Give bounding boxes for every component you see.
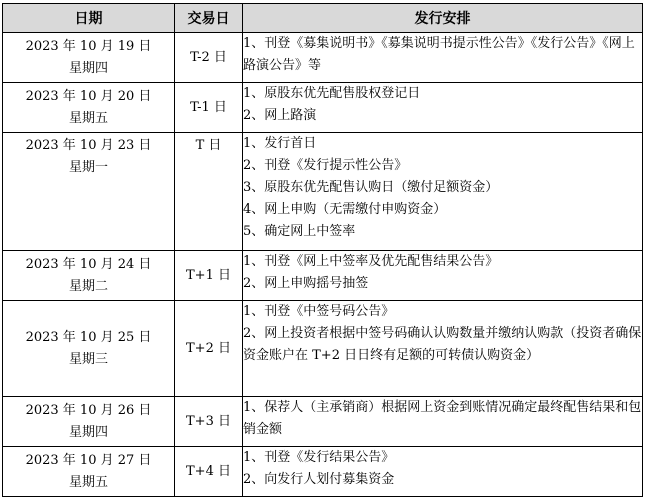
date-cell [3,133,175,251]
arrangement-cell [243,397,643,447]
weekday-text: 星期五 [68,474,108,490]
trading-day-cell: T+1 日 [175,251,243,301]
date-cell [3,447,175,497]
trading-day-cell: T+3 日 [175,397,243,447]
table-header-row [3,4,643,33]
arrangement-item: 2、网上投资者根据中签号码确认认购数量并缴纳认购款（投资者确保资金账户在 T+2 日日终有足额的可转债认购资金） [243,326,642,363]
date-text: 2023 年 10 月 27 日 [25,452,152,468]
date-cell [3,251,175,301]
table-row [3,251,643,301]
date-text: 2023 年 10 月 25 日 [25,329,152,345]
arrangement-item: 2、刊登《发行提示性公告》 [243,158,408,173]
date-cell [3,397,175,447]
arrangement-cell [243,33,643,83]
table-row [3,301,643,397]
header-arrangement: 发行安排 [243,4,643,33]
weekday-text: 星期三 [68,351,108,367]
date-text: 2023 年 10 月 24 日 [25,256,152,272]
arrangement-cell [243,447,643,497]
arrangement-item: 2、网上申购摇号抽签 [243,276,369,291]
arrangement-item: 1、保荐人（主承销商）根据网上资金到账情况确定最终配售结果和包销金额 [243,400,642,437]
weekday-text: 星期四 [68,424,108,440]
arrangement-item: 1、刊登《发行结果公告》 [243,450,395,465]
arrangement-item: 4、网上申购（无需缴付申购资金） [243,202,447,217]
arrangement-item: 3、原股东优先配售认购日（缴付足额资金） [243,180,499,195]
weekday-text: 星期四 [68,60,108,76]
arrangement-item: 1、刊登《募集说明书》《募集说明书提示性公告》《发行公告》《网上路演公告》等 [243,36,635,73]
trading-day-cell: T+2 日 [175,301,243,397]
arrangement-item: 1、原股东优先配售股权登记日 [243,86,421,101]
table-row [3,447,643,497]
trading-day-cell: T 日 [175,133,243,251]
table-row [3,83,643,133]
weekday-text: 星期二 [68,278,108,294]
header-trading-day: 交易日 [175,4,243,33]
table-row [3,397,643,447]
date-cell [3,83,175,133]
date-text: 2023 年 10 月 19 日 [25,38,152,54]
table-row [3,133,643,251]
arrangement-item: 2、向发行人划付募集资金 [243,472,395,487]
arrangement-item: 5、确定网上中签率 [243,224,356,239]
arrangement-item: 1、刊登《中签号码公告》 [243,304,395,319]
arrangement-item: 1、刊登《网上中签率及优先配售结果公告》 [243,254,499,269]
arrangement-item: 1、发行首日 [243,136,317,151]
weekday-text: 星期五 [68,110,108,126]
date-text: 2023 年 10 月 26 日 [25,402,152,418]
date-cell [3,33,175,83]
issuance-schedule-table [2,3,643,497]
arrangement-cell [243,251,643,301]
date-text: 2023 年 10 月 20 日 [25,88,152,104]
trading-day-cell: T-1 日 [175,83,243,133]
weekday-text: 星期一 [68,160,108,175]
date-cell [3,301,175,397]
trading-day-cell: T+4 日 [175,447,243,497]
arrangement-cell [243,133,643,251]
date-text: 2023 年 10 月 23 日 [25,138,152,153]
table-row [3,33,643,83]
arrangement-item: 2、网上路演 [243,108,317,123]
arrangement-cell [243,83,643,133]
trading-day-cell: T-2 日 [175,33,243,83]
arrangement-cell [243,301,643,397]
header-date: 日期 [3,4,175,33]
